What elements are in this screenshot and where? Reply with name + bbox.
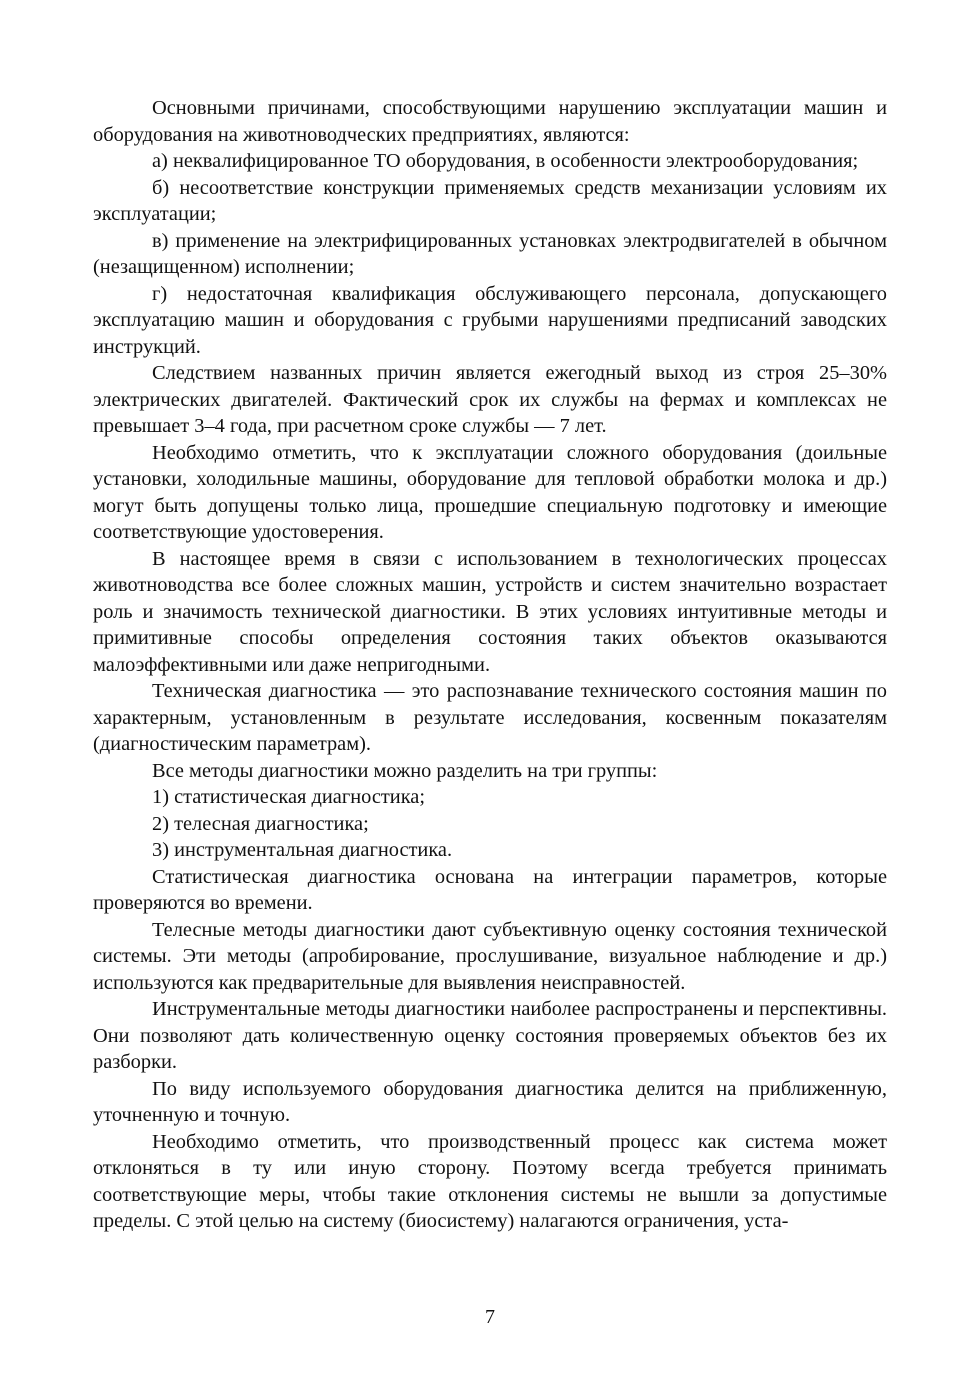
paragraph: Основными причинами, способствующими нарушению эксплуатации машин и оборудования на животноводческих предприятиях, являются: [93,97,887,146]
paragraph: Техническая диагностика — это распознавание технического состояния машин по характерным, установленным в результате исследования, косвенным показателям (диагностическим параметрам). [93,680,887,755]
paragraph: Телесные методы диагностики дают субъективную оценку состояния технической системы. Эти методы (апробирование, прослушивание, визуальное наблюдение и др.) используются как предварительные для выявления неисправностей. [93,918,887,994]
page-number: 7 [485,1306,495,1328]
paragraph: а) неквалифицированное ТО оборудования, в особенности электрооборудования; [152,150,859,172]
paragraph: По виду используемого оборудования диагностика делится на приближенную, уточненную и точную. [93,1077,887,1126]
paragraph: в) применение на электрифицированных установках электродвигателей в обычном (незащищенном) исполнении; [93,229,887,278]
paragraph: Инструментальные методы диагностики наиболее распространены и перспективны. Они позволяют дать количественную оценку состояния проверяемых объектов без их разборки. [93,998,887,1073]
paragraph: Все методы диагностики можно разделить на три группы: [152,759,658,782]
paragraph: В настоящее время в связи с использованием в технологических процессах животноводства все более сложных машин, устройств и систем значительно возрастает роль и значимость технической диагностики. В этих условиях интуитивные методы и примитивные способы определения состояния таких объектов оказываются малоэффективными или даже непригодными. [93,547,887,676]
body-text [93,95,887,1235]
list-item: 2) телесная диагностика; [152,812,369,835]
paragraph: Статистическая диагностика основана на интеграции параметров, которые проверяются во времени. [93,865,887,914]
paragraph: Необходимо отметить, что к эксплуатации сложного оборудования (доильные установки, холодильные машины, оборудование для тепловой обработки молока и др.) могут быть допущены только лица, прошедшие специальную подготовку и имеющие соответствующие удостоверения. [93,441,887,543]
list-item: 1) статистическая диагностика; [152,786,426,808]
paragraph: Следствием названных причин является ежегодный выход из строя 25–30% электрических двигателей. Фактический срок их службы на фермах и комплексах не превышает 3–4 года, при расчетном сроке службы — 7 лет. [93,362,887,437]
list-item: 3) инструментальная диагностика. [152,839,453,861]
paragraph: Необходимо отметить, что производственный процесс как система может отклоняться в ту или иную сторону. Поэтому всегда требуется принимать соответствующие меры, чтобы такие отклонения системы не вышли за допустимые пределы. С этой целью на систему (биосистему) налагаются ограничения, уста- [93,1130,887,1232]
paragraph: б) несоответствие конструкции применяемых средств механизации условиям их эксплуатации; [93,176,887,225]
paragraph: г) недостаточная квалификация обслуживающего персонала, допускающего эксплуатацию машин и оборудования с грубыми нарушениями предписаний заводских инструкций. [93,282,887,358]
